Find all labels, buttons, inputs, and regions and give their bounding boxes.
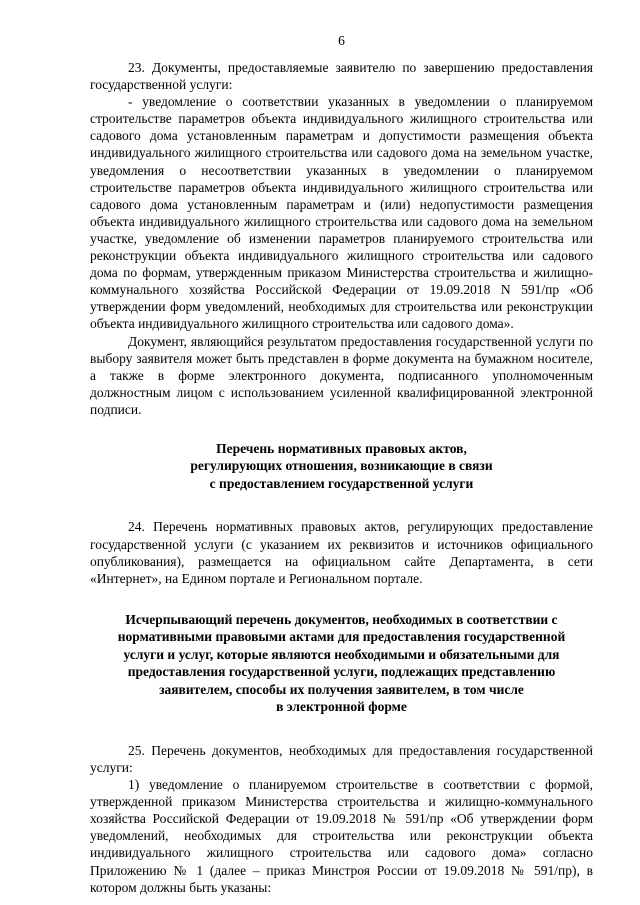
section-23-title: 23. Документы, предоставляемые заявителю по завершению предоставления государственной услуги: xyxy=(90,60,593,93)
heading-line: Перечень нормативных правовых актов, xyxy=(216,440,467,456)
section-25-title: 25. Перечень документов, необходимых для предоставления государственной услуги: xyxy=(90,742,593,775)
section-23-bullet: - уведомление о соответствии указанных в уведомлении о планируемом строительстве параметров объекта индивидуального жилищного строительства или садового дома установленным параметрам и допустимости размещения объекта индивидуального жилищного строительства или садового дома на земельном участке, уведомления о несоответствии указанных в уведомлении о планируемом строительстве параметров объекта индивидуального жилищного строительства или садового дома установленным параметрам и (или) недопустимости размещения объекта индивидуального жилищного строительства или садового дома на земельном участке, уведомление об изменении параметров планируемого строительства или реконструкции объекта индивидуального жилищного строительства или садового дома по формам, утвержденным приказом Министерства строительства и жилищно-коммунального хозяйства Российской Федерации от 19.09.2018 N 591/пр «Об утверждении форм уведомлений, необходимых для строительства или реконструкции объекта индивидуального жилищного строительства или садового дома». xyxy=(90,94,593,332)
heading-line: в электронной форме xyxy=(276,699,407,715)
document-page xyxy=(90,32,593,896)
heading-required-documents xyxy=(90,611,593,716)
heading-line: с предоставлением государственной услуги xyxy=(209,475,474,491)
heading-line: услуги и услуг, которые являются необходимыми и обязательными для xyxy=(123,646,560,662)
section-23-result-document: Документ, являющийся результатом предоставления государственной услуги по выбору заявителя может быть представлен в форме документа на бумажном носителе, а также в форме электронного документа, подписанного уполномоченным должностным лицом с использованием усиленной квалифицированной электронной подписи. xyxy=(90,333,593,417)
page-number: 6 xyxy=(338,33,345,48)
heading-line: предоставления государственной услуги, подлежащих представлению xyxy=(127,664,556,680)
section-25-item-1: 1) уведомление о планируемом строительстве в соответствии с формой, утвержденной приказом Министерства строительства и жилищно-коммунального хозяйства Российской Федерации от 19.09.2018 № 591/пр «Об утверждении форм уведомлений, необходимых для строительства или реконструкции объекта индивидуального жилищного строительства или садового дома» согласно Приложению № 1 (далее – приказ Минстроя России от 19.09.2018 № 591/пр), в котором должны быть указаны: xyxy=(90,777,593,895)
heading-line: Исчерпывающий перечень документов, необходимых в соответствии с xyxy=(125,611,558,627)
heading-line: нормативными правовыми актами для предоставления государственной xyxy=(117,629,566,645)
heading-line: регулирующих отношения, возникающие в связи xyxy=(190,458,493,474)
heading-line: заявителем, способы их получения заявителем, в том числе xyxy=(159,681,524,697)
section-24-text: 24. Перечень нормативных правовых актов, регулирующих предоставление государственной услуги (с указанием их реквизитов и источников официального опубликования), размещается на официальном сайте Департамента, в сети «Интернет», на Едином портале и Региональном портале. xyxy=(90,519,593,586)
heading-normative-acts xyxy=(90,440,593,493)
